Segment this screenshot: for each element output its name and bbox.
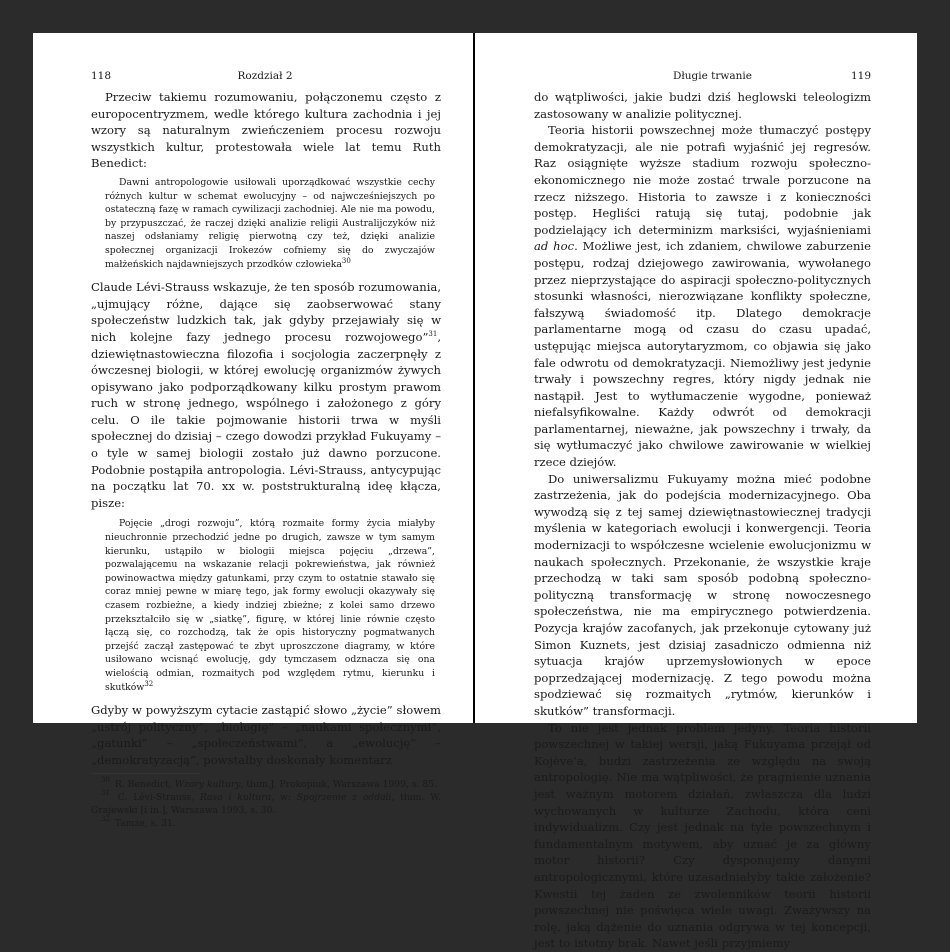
paragraph: Do uniwersalizmu Fukuyamy można mieć podobne zastrzeżenia, jak do podejścia modernizacyjnego. Oba wywodzą się z tej samej dziewiętnastowiecznej tradycji myślenia w kategoriach ewolucji i konwergencji. Teoria modernizacji to współczesne wcielenie ewolucjonizmu w naukach społecznych. Przekonanie, że wszystkie kraje przechodzą w taki sam sposób podobną społeczno-polityczną transformację w stronę nowoczesnego społeczeństwa, nie ma empirycznego potwierdzenia. Pozycja krajów zacofanych, jak przekonuje cytowany już Simon Kuznets, jest dzisiaj zasadniczo odmienna niż sytuacja krajów uprzemysłowionych w epoce poprzedzającej modernizację. Z tego powodu można spodziewać się rozmaitych „rytmów, kierunków i skutków” transformacji.	[534, 471, 871, 718]
left-page	[33, 33, 473, 829]
footnote: $^{32}$ Tamże, s. 31.	[101, 815, 176, 829]
footnotes	[91, 778, 441, 830]
block-quote: Dawni antropologowie usiłowali uporządkować wszystkie cechy różnych kultur w schemat ewolucyjny – od najwcześniejszych po ostateczną fazę w ramach cywilizacji zachodniej. Ale nie ma powodu, by przypuszczać, że raczej dzięki analizie religii Australijczyków niż naszej odsłaniamy religię pierwotną czy też, dzięki analizie społecznej organizacji Irokezów cofniemy się do zwyczajów małżeńskich najdawniejszych przodków człowieka$^{30}$	[105, 176, 435, 270]
footnote: $^{30}$ R. Benedict, Wzory kultury, tłum.J. Prokopiuk, Warszawa 1999, s. 85.	[101, 776, 438, 790]
paragraph: Teoria historii powszechnej może tłumaczyć postępy demokratyzacji, ale nie potrafi wyjaśnić jej regresów. Raz osiągnięte wyższe stadium rozwoju społeczno-ekonomicznego nie może zostać trwale porzucone na rzecz niższego. Historia to zawsze i z konieczności postęp. Hegliści ratują się tutaj, podobnie jak podzielający ich determinizm marksiści, wyjaśnieniami ad hoc. Możliwe jest, ich zdaniem, chwilowe zaburzenie postępu, rodzaj dziejowego zawirowania, wywołanego przez nieprzystające do aspiracji społeczno-politycznych stosunki własności, nierozwiązane konflikty społeczne, fałszywą świadomość itp. Dlatego demokracje parlamentarne mogą od czasu do czasu upadać, ustępując miejsca autorytaryzmom, co objawia się jako fale odwrotu od demokratyzacji. Niemożliwy jest jedynie trwały i powszechny regres, który nigdy jednak nie nastąpił. Jest to wytłumaczenie wygodne, ponieważ niefalsyfikowalne. Każdy odwrót od demokracji parlamentarnej, nieważne, jak powszechny i trwały, da się wytłumaczyć jako chwilowe zawirowanie w wielkiej rzece dziejów.	[534, 123, 871, 470]
running-head-left	[91, 69, 441, 83]
right-page	[475, 33, 917, 951]
paragraph: Przeciw takiemu rozumowaniu, połączonemu często z europocentryzmem, wedle którego kultura zachodnia i jej wzory są naturalnym zwieńczeniem procesu rozwoju wszystkich kultur, protestowała wiele lat temu Ruth Benedict:	[91, 90, 441, 171]
paragraph: To nie jest jednak problem jedyny. Teoria historii powszechnej w takiej wersji, jaką Fukuyama przejął od Kojève’a, budzi zastrzeżenia ze względu na swoją antropologię. Nie ma wątpliwości, że pragnienie uznania jest ważnym motorem działań, zwłaszcza dla ludzi wychowanych w kulturze Zachodu, która ceni indywidualizm. Czy jest jednak na tyle powszechnym i fundamentalnym motywem, aby uznać je za główny motor historii? Czy dysponujemy danymi antropologicznymi, które uzasadniałyby takie założenie? Kwestii tej żaden ze zwolenników teorii historii powszechnej nie poświęca wiele uwagi. Zważywszy na rolę, jaką dążenie do uznania odgrywa w tej koncepcji, jest to istotny brak. Nawet jeśli przyjmiemy	[534, 720, 871, 951]
paragraph: Gdyby w powyższym cytacie zastąpić słowo „życie” słowem „ustrój polityczny”, „biologię” – „naukami społecznymi”, „gatunki” – „społeczeństwami”, a „ewolucję” – „demokratyzacją”, powstałby doskonały komentarz	[91, 703, 441, 767]
page-number: 119	[850, 70, 871, 82]
chapter-title: Długie trwanie	[672, 70, 752, 82]
footnote: $^{31}$ C. Lévi-Strauss, Rasa i kultura, w: Spojrzenie z oddali, tłum. W. Grajewski [i in.], Warszawa 1993, s. 30.	[91, 789, 441, 816]
book-spread	[33, 33, 917, 951]
chapter-title: Rozdział 2	[237, 70, 293, 82]
page-number: 118	[91, 70, 112, 82]
footnote-divider	[91, 773, 201, 774]
block-quote: Pojęcie „drogi rozwoju”, którą rozmaite formy życia miałyby nieuchronnie przechodzić jedne po drugich, zawsze w tym samym kierunku, ustąpiło w biologii miejsca pojęciu „drzewa”, pozwalającemu na wskazanie relacji pokrewieństwa, jak również powinowactwa między gatunkami, przy czym to ostatnie stawało się coraz mniej pewne w miarę tego, jak formy ewolucji okazywały się czasem rozbieżne, a kiedy indziej zbieżne; z kolei samo drzewo przekształciło się w „siatkę”, figurę, w której linie równie często łączą się, co rozchodzą, tak że opis historyczny pogmatwanych przejść zaczął zastępować te zbyt uproszczone diagramy, w które usiłowano wcisnąć ewolucję, gdy tymczasem odznacza się ona wielością odmian, rozmaitych pod względem rytmu, kierunku i skutków$^{32}$	[105, 518, 435, 693]
running-head-right	[534, 69, 871, 83]
footnote-ref[interactable]: 30	[341, 256, 351, 265]
paragraph: do wątpliwości, jakie budzi dziś heglowski teleologizm zastosowany w analizie politycznej.	[534, 90, 871, 121]
footnote-ref[interactable]: 31	[428, 330, 438, 339]
paragraph: Claude Lévi-Strauss wskazuje, że ten sposób rozumowania, „ujmujący różne, dające się zaobserwować stany społeczeństw ludzkich tak, jak gdyby przejawiały się w nich kolejne fazy jednego procesu rozwojowego”$^{31}$, dziewiętnastowieczna filozofia i socjologia zaczerpnęły z ówczesnej biologii, w której ewolucję organizmów żywych opisywano jako podporządkowany kilku prostym prawom ruch w stronę jednego, wspólnego i założonego z góry celu. O ile takie pojmowanie historii trwa w myśli społecznej do dzisiaj – czego dowodzi przykład Fukuyamy – o tyle w samej biologii zostało już dawno porzucone. Podobnie postąpiła antropologia. Lévi-Strauss, antycypując na początku lat 70. xx w. poststrukturalną ideę kłącza, pisze:	[91, 280, 441, 510]
footnote-ref[interactable]: 32	[144, 679, 154, 688]
